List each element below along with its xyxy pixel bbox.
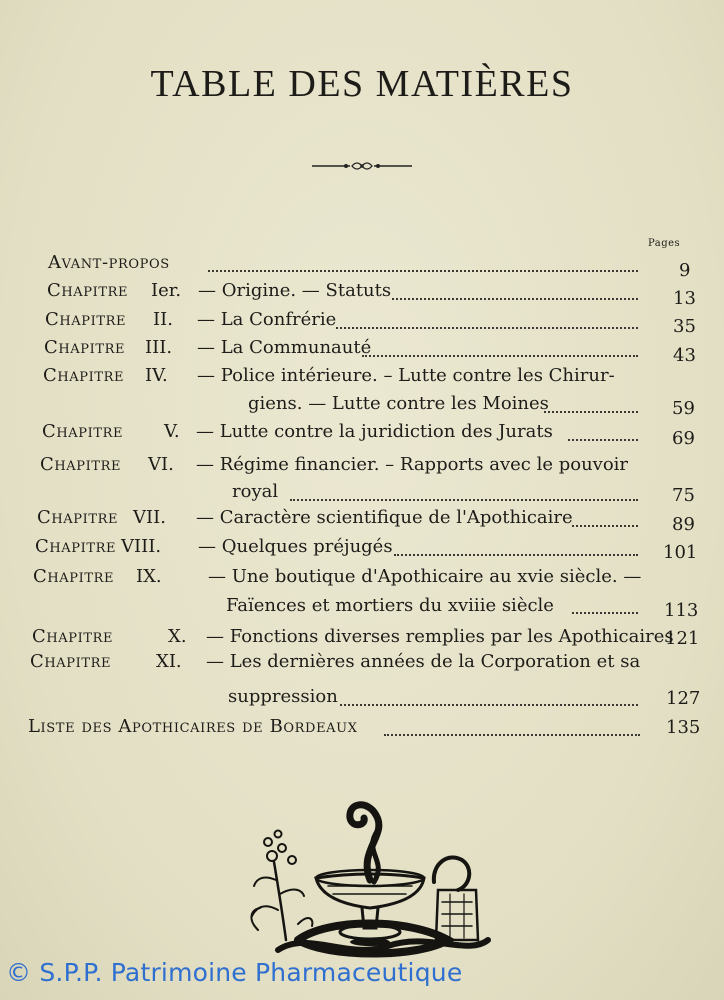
chapter-title: — Police intérieure. – Lutte contre les Chirur-: [197, 365, 615, 386]
dot-leader: [394, 554, 638, 556]
dot-leader: [340, 704, 638, 706]
page-title: TABLE DES MATIÈRES: [150, 63, 574, 105]
page-number: 69: [672, 428, 695, 449]
pharmacy-emblem-icon: [238, 790, 508, 962]
chapter-number: XI.: [156, 651, 182, 672]
dot-leader: [568, 439, 638, 441]
chapter-label: Chapitre: [32, 626, 114, 647]
page-number: 13: [673, 288, 696, 309]
dot-leader: [544, 411, 638, 413]
chapter-number: X.: [168, 626, 187, 647]
dot-leader: [572, 612, 638, 614]
chapter-label: Chapitre: [37, 507, 119, 528]
chapter-title: — Régime financier. – Rapports avec le pouvoir: [196, 454, 629, 475]
page-number: 43: [673, 345, 696, 366]
chapter-label: Chapitre: [33, 566, 115, 587]
dot-leader: [336, 327, 638, 329]
chapter-number: VIII.: [121, 536, 162, 557]
chapter-title: — La Confrérie: [197, 309, 337, 330]
chapter-title-continued: royal: [232, 481, 279, 502]
chapter-number: IX.: [136, 566, 162, 587]
chapter-number: VII.: [133, 507, 166, 528]
page-number: 89: [672, 514, 695, 535]
chapter-title: — Quelques préjugés: [198, 536, 393, 557]
copyright-watermark: © S.P.P. Patrimoine Pharmaceutique: [6, 958, 463, 987]
chapter-title: — Fonctions diverses remplies par les Apothicaires: [206, 626, 674, 647]
chapter-title: — Caractère scientifique de l'Apothicaire: [196, 507, 573, 528]
chapter-number: VI.: [148, 454, 174, 475]
chapter-label: Chapitre: [42, 421, 124, 442]
dot-leader: [572, 525, 638, 527]
dot-leader: [208, 270, 638, 272]
chapter-number: Ier.: [151, 280, 182, 301]
chapter-label: Chapitre: [35, 536, 117, 557]
chapter-title: — Lutte contre la juridiction des Jurats: [196, 421, 553, 442]
page-number: 127: [666, 688, 701, 709]
chapter-label: Chapitre: [44, 337, 126, 358]
chapter-title-continued: Faïences et mortiers du xviiie siècle: [226, 595, 554, 616]
dot-leader: [362, 355, 638, 357]
page-number: 121: [665, 628, 700, 649]
chapter-title: — Origine. — Statuts: [198, 280, 392, 301]
page-number: 75: [672, 485, 695, 506]
chapter-number: IV.: [145, 365, 168, 386]
chapter-label: Chapitre: [45, 309, 127, 330]
chapter-label: Chapitre: [43, 365, 125, 386]
dot-leader: [392, 298, 638, 300]
ornament-divider-icon: [310, 158, 414, 174]
chapter-label: Chapitre: [30, 651, 112, 672]
chapter-title: — Les dernières années de la Corporation et sa: [206, 651, 641, 672]
page-number: 113: [664, 600, 699, 621]
dot-leader: [384, 734, 640, 736]
chapter-label: Chapitre: [40, 454, 122, 475]
page-number: 9: [679, 260, 691, 281]
chapter-label: Chapitre: [47, 280, 129, 301]
chapter-number: III.: [145, 337, 173, 358]
chapter-title: — La Communauté: [197, 337, 372, 358]
page-number: 35: [673, 316, 696, 337]
page-number: 59: [672, 398, 695, 419]
entry-label: Avant-propos: [48, 252, 170, 273]
chapter-title: — Une boutique d'Apothicaire au xvie siècle. —: [208, 566, 642, 587]
pages-column-label: Pages: [648, 238, 681, 249]
page-number: 135: [666, 717, 701, 738]
chapter-number: V.: [164, 421, 180, 442]
chapter-title-continued: suppression: [228, 686, 338, 707]
chapter-title-continued: giens. — Lutte contre les Moines: [248, 393, 549, 414]
page-number: 101: [663, 542, 698, 563]
entry-label: Liste des Apothicaires de Bordeaux: [28, 716, 358, 737]
chapter-number: II.: [153, 309, 173, 330]
dot-leader: [290, 499, 638, 501]
